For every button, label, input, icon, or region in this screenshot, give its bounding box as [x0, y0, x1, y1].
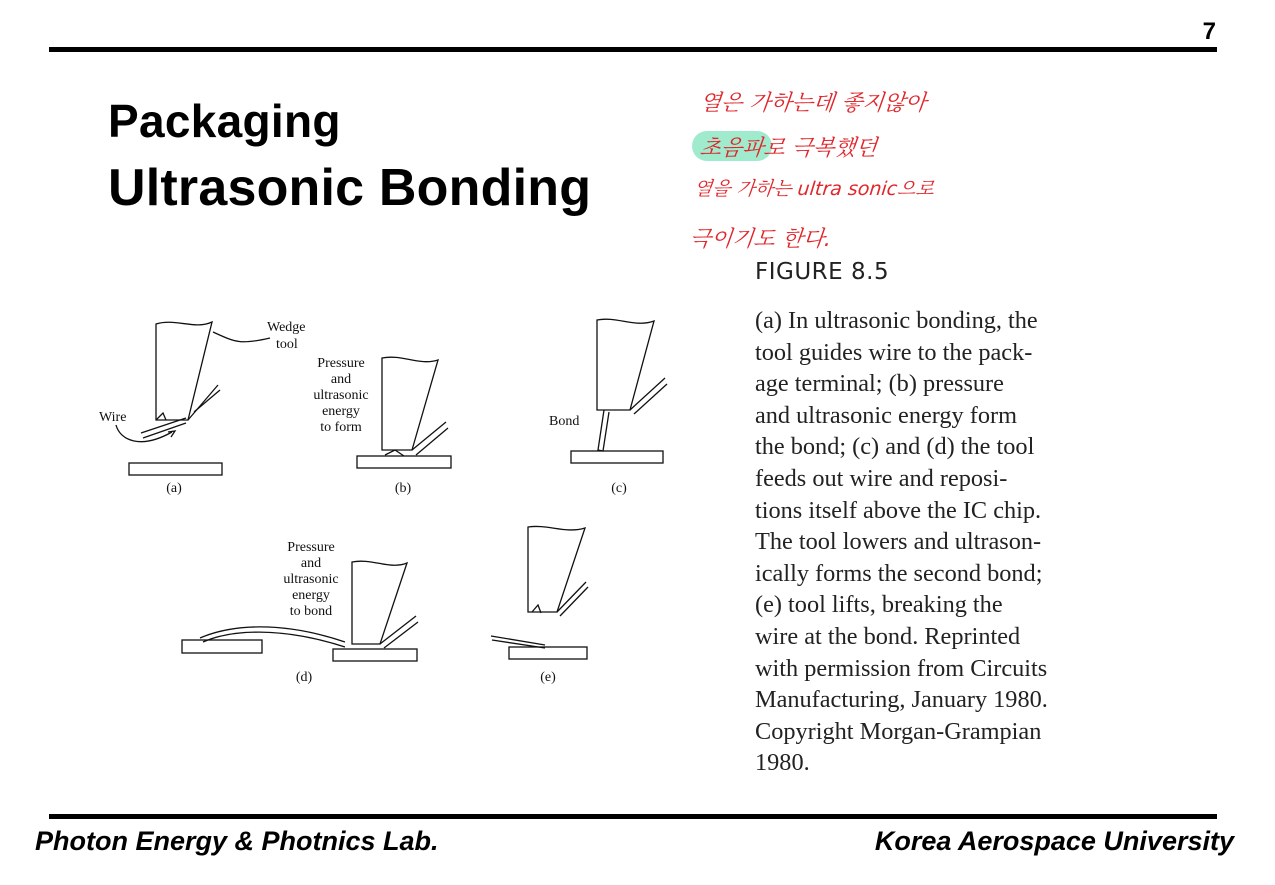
panel-e-tool — [491, 526, 588, 648]
label-energy-d: energy — [292, 588, 330, 603]
handwritten-note-2: 초음파로 극복했던 — [698, 136, 879, 161]
handwritten-note-3: 열을 가하는 ultra sonic으로 — [692, 178, 936, 200]
caption-line: Manufacturing, January 1980. — [755, 686, 1048, 714]
caption-line: (a) In ultrasonic bonding, the — [755, 307, 1038, 334]
handwritten-note-1: 열은 가하는데 좋지않아 — [698, 91, 928, 116]
panel-a-substrate — [129, 463, 222, 475]
panel-label-e: (e) — [540, 670, 556, 685]
panel-d-substrate-right — [333, 649, 417, 661]
figure-label: FIGURE 8.5 — [755, 259, 890, 285]
panel-c-substrate — [571, 451, 663, 463]
panel-e-substrate — [509, 647, 587, 659]
label-ultrasonic-d: ultrasonic — [283, 572, 339, 587]
label-and-d: and — [300, 556, 322, 571]
caption-line: age terminal; (b) pressure — [755, 370, 1004, 398]
panel-label-c: (c) — [611, 481, 627, 496]
label-pressure-b: Pressure — [317, 356, 365, 371]
label-tobond-d: to bond — [289, 604, 333, 619]
caption-line: and ultrasonic energy form — [755, 401, 1018, 429]
panel-d-substrate-left — [182, 640, 262, 653]
panel-label-b: (b) — [394, 481, 412, 496]
label-energy-b: energy — [322, 404, 360, 419]
bottom-rule — [49, 814, 1217, 819]
caption-line: Copyright Morgan-Grampian — [755, 717, 1042, 745]
caption-line: wire at the bond. Reprinted — [755, 622, 1021, 650]
label-pressure-d: Pressure — [287, 540, 335, 555]
footer-university: Korea Aerospace University — [874, 826, 1234, 856]
slide-subtitle: Ultrasonic Bonding — [108, 159, 592, 217]
caption-line: (e) tool lifts, breaking the — [755, 591, 1003, 619]
caption-line: ically forms the second bond; — [755, 559, 1043, 587]
caption-line: the bond; (c) and (d) the tool — [755, 433, 1035, 461]
label-toform-b: to form — [320, 420, 362, 435]
caption-line: The tool lowers and ultrason- — [755, 528, 1042, 556]
caption-line: tions itself above the IC chip. — [755, 496, 1042, 524]
panel-label-a: (a) — [166, 481, 182, 496]
footer-lab-name: Photon Energy & Photnics Lab. — [35, 826, 439, 856]
caption-line: with permission from Circuits — [755, 654, 1048, 682]
panel-a-arrow — [116, 425, 172, 442]
label-tool: tool — [276, 337, 298, 352]
handwritten-note-4: 극이기도 한다. — [688, 227, 833, 252]
caption-line: feeds out wire and reposi- — [755, 464, 1008, 492]
panel-b-substrate — [357, 456, 451, 468]
label-bond: Bond — [549, 414, 580, 429]
panel-c-tool — [597, 319, 667, 451]
panel-a-leader — [213, 332, 270, 342]
page-number: 7 — [1202, 18, 1216, 45]
slide-title: Packaging — [108, 95, 341, 147]
caption-line: 1980. — [755, 749, 810, 777]
label-ultrasonic-b: ultrasonic — [313, 388, 369, 403]
label-wire: Wire — [99, 410, 127, 425]
panel-label-d: (d) — [295, 670, 313, 685]
caption-line: tool guides wire to the pack- — [755, 338, 1033, 366]
panel-b-tool — [382, 357, 448, 456]
label-wedge: Wedge — [267, 320, 306, 335]
label-and-b: and — [330, 372, 352, 387]
panel-a-tool — [141, 322, 220, 438]
